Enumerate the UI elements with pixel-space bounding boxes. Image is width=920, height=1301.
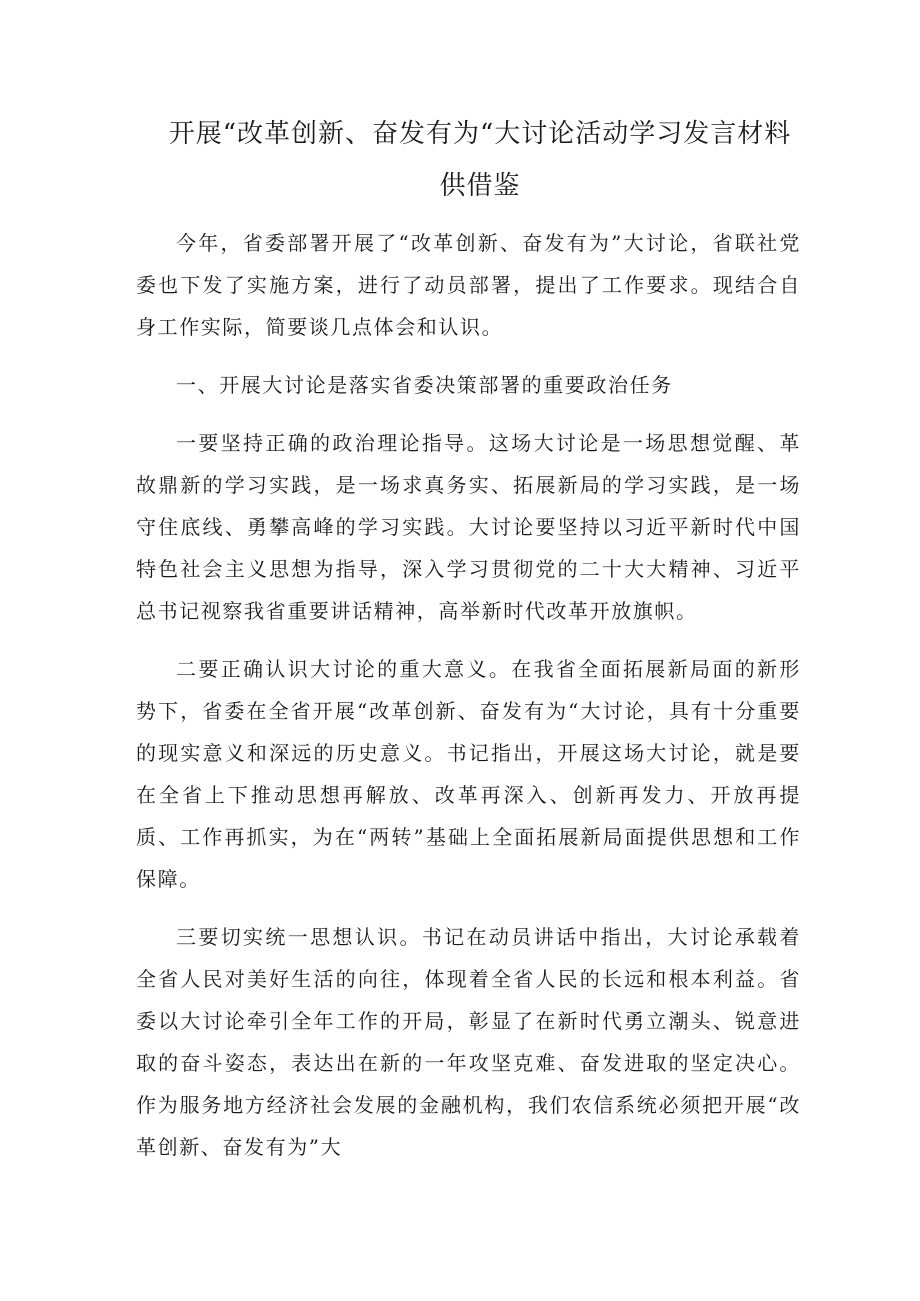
body-paragraph-2: 二要正确认识大讨论的重大意义。在我省全面拓展新局面的新形势下，省委在全省开展“改革创新、奋发有为“大讨论，具有十分重要的现实意义和深远的历史意义。书记指出，开展这场大讨论，就是要在全省上下推动思想再解放、改革再深入、创新再发力、开放再提质、工作再抓实，为在“两转”基础上全面拓展新局面提供思想和工作保障。: [136, 657, 801, 891]
document-body: [136, 222, 801, 1184]
document-title-line-1: 开展“改革创新、奋发有为“大讨论活动学习发言材料: [168, 119, 792, 149]
intro-paragraph: 今年，省委部署开展了“改革创新、奋发有为”大讨论，省联社党委也下发了实施方案，进行了动员部署，提出了工作要求。现结合自身工作实际，简要谈几点体会和认识。: [136, 231, 801, 339]
body-paragraph-3: 三要切实统一思想认识。书记在动员讲话中指出，大讨论承载着全省人民对美好生活的向往，体现着全省人民的长远和根本利益。省委以大讨论牵引全年工作的开局，彰显了在新时代勇立潮头、锐意进取的奋斗姿态，表达出在新的一年攻坚克难、奋发进取的坚定决心。作为服务地方经济社会发展的金融机构，我们农信系统必须把开展“改革创新、奋发有为”大: [136, 925, 801, 1159]
document-title-line-2: 供借鉴: [439, 171, 521, 201]
body-paragraph-1: 一要坚持正确的政治理论指导。这场大讨论是一场思想觉醒、革故鼎新的学习实践，是一场求真务实、拓展新局的学习实践，是一场守住底线、勇攀高峰的学习实践。大讨论要坚持以习近平新时代中国特色社会主义思想为指导，深入学习贯彻党的二十大大精神、习近平总书记视察我省重要讲话精神，高举新时代改革开放旗帜。: [136, 431, 801, 623]
section-heading: 一、开展大讨论是落实省委决策部署的重要政治任务: [176, 373, 673, 397]
